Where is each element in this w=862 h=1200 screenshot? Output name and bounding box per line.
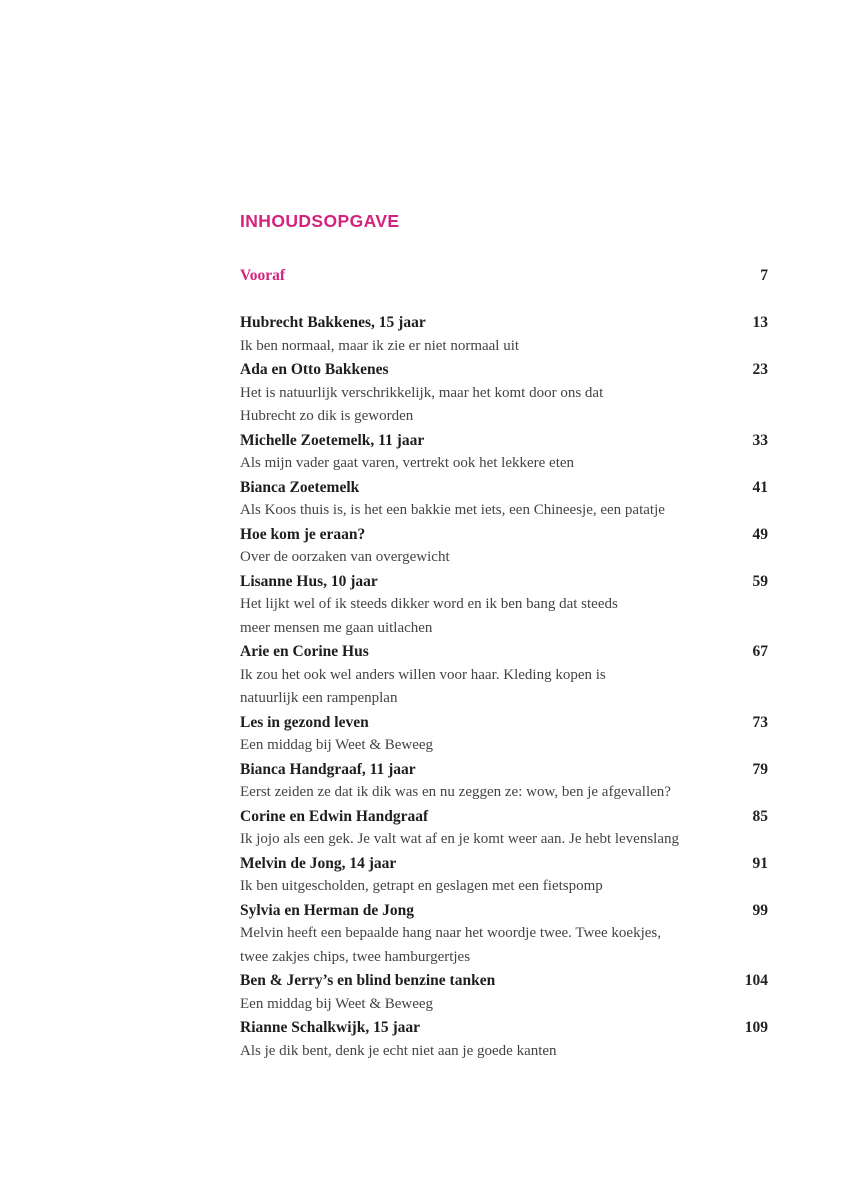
entry-subtitle: Het is natuurlijk verschrikkelijk, maar het komt door ons dat [240, 384, 604, 401]
entry-title: Bianca Handgraaf, 11 jaar [240, 760, 416, 778]
toc-intro-entry [240, 264, 768, 288]
entry-subtitle: Ik ben normaal, maar ik zie er niet normaal uit [240, 337, 520, 354]
entry-subtitle: meer mensen me gaan uitlachen [240, 619, 433, 636]
toc-entry [240, 476, 768, 523]
entry-title: Lisanne Hus, 10 jaar [240, 572, 378, 590]
entry-page-number: 49 [752, 525, 768, 543]
table-of-contents [240, 208, 768, 1063]
entry-subtitle: natuurlijk een rampenplan [240, 690, 398, 706]
entry-page-number: 13 [752, 314, 768, 331]
entry-subtitle: Als je dik bent, denk je echt niet aan je goede kanten [240, 1042, 557, 1059]
entry-page-number: 23 [752, 361, 768, 378]
entry-title: Hubrecht Bakkenes, 15 jaar [240, 314, 426, 331]
entry-title: Sylvia en Herman de Jong [240, 901, 414, 919]
entry-page-number: 104 [744, 972, 768, 989]
entry-subtitle: Ik zou het ook wel anders willen voor haar. Kleding kopen is [240, 666, 606, 683]
toc-entry-list [240, 311, 768, 1063]
entry-title: Melvin de Jong, 14 jaar [240, 854, 397, 872]
entry-page-number: 79 [752, 760, 768, 778]
toc-entry [240, 899, 768, 970]
toc-entry [240, 711, 768, 758]
entry-title: Rianne Schalkwijk, 15 jaar [240, 1019, 420, 1036]
entry-page-number: 109 [744, 1019, 768, 1036]
entry-title: Corine en Edwin Handgraaf [240, 807, 429, 825]
entry-subtitle: Ik jojo als een gek. Je valt wat af en je komt weer aan. Je hebt levenslang [240, 831, 680, 847]
entry-page-number: 33 [752, 431, 768, 449]
toc-entry [240, 570, 768, 641]
entry-title: Ada en Otto Bakkenes [240, 361, 389, 378]
entry-title: Arie en Corine Hus [240, 643, 369, 660]
entry-page-number: 99 [752, 901, 768, 919]
entry-title: Les in gezond leven [240, 713, 369, 731]
entry-subtitle: Als mijn vader gaat varen, vertrekt ook het lekkere eten [240, 455, 575, 471]
entry-subtitle: Hubrecht zo dik is geworden [240, 408, 414, 424]
toc-entry [240, 429, 768, 476]
intro-title: Vooraf [240, 267, 286, 284]
entry-subtitle: Melvin heeft een bepaalde hang naar het woordje twee. Twee koekjes, [240, 925, 661, 941]
entry-subtitle: twee zakjes chips, twee hamburgertjes [240, 948, 471, 965]
entry-page-number: 59 [752, 572, 768, 590]
entry-subtitle: Een middag bij Weet & Beweeg [240, 737, 434, 753]
entry-page-number: 73 [752, 713, 768, 731]
entry-page-number: 85 [752, 807, 768, 825]
toc-entry [240, 805, 768, 852]
entry-title: Michelle Zoetemelk, 11 jaar [240, 431, 425, 449]
toc-entry [240, 852, 768, 899]
entry-page-number: 91 [752, 854, 768, 872]
toc-entry [240, 523, 768, 570]
entry-page-number: 41 [752, 478, 768, 496]
toc-entry [240, 311, 768, 358]
toc-heading: INHOUDSOPGAVE [240, 211, 400, 231]
entry-subtitle: Als Koos thuis is, is het een bakkie met iets, een Chineesje, een patatje [240, 502, 665, 518]
entry-page-number: 67 [752, 643, 768, 660]
toc-entry [240, 358, 768, 429]
toc-entry [240, 758, 768, 805]
entry-subtitle: Een middag bij Weet & Beweeg [240, 995, 434, 1012]
entry-title: Bianca Zoetemelk [240, 478, 360, 496]
entry-title: Hoe kom je eraan? [240, 525, 366, 543]
entry-subtitle: Ik ben uitgescholden, getrapt en geslagen met een fietspomp [240, 878, 603, 894]
entry-title: Ben & Jerry’s en blind benzine tanken [240, 972, 496, 989]
toc-entry [240, 1016, 768, 1063]
entry-subtitle: Het lijkt wel of ik steeds dikker word en ik ben bang dat steeds [240, 596, 618, 612]
entry-subtitle: Eerst zeiden ze dat ik dik was en nu zeggen ze: wow, ben je afgevallen? [240, 784, 671, 800]
entry-subtitle: Over de oorzaken van overgewicht [240, 549, 450, 565]
intro-page-number: 7 [760, 267, 768, 284]
toc-entry [240, 969, 768, 1016]
toc-entry [240, 640, 768, 711]
